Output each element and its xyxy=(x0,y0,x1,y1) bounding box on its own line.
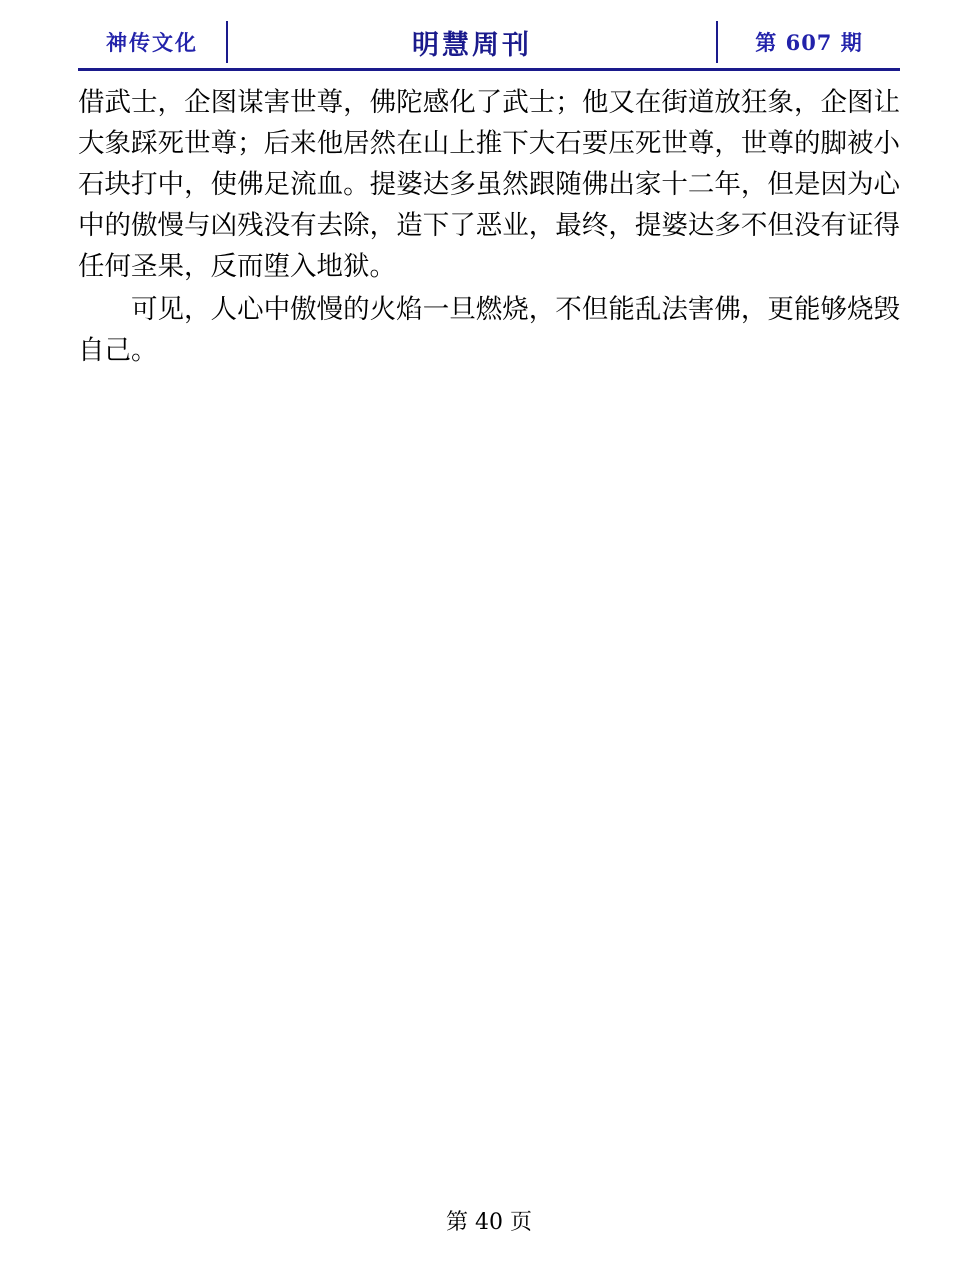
publication-title: 明慧周刊 xyxy=(412,29,532,61)
header-rule xyxy=(78,68,900,71)
page-number: 第 40 页 xyxy=(446,1210,532,1235)
body-paragraph: 可见，人心中傲慢的火焰一旦燃烧，不但能乱法害佛，更能够烧毁自己。 xyxy=(78,294,900,366)
page-header xyxy=(78,18,900,66)
issue-number: 第 607 期 xyxy=(755,30,863,55)
header-section-label: 神传文化 xyxy=(106,30,198,55)
body-paragraph: 借武士，企图谋害世尊，佛陀感化了武士；他又在街道放狂象，企图让大象踩死世尊；后来他居然在山上推下大石要压死世尊，世尊的脚被小石块打中，使佛足流血。提婆达多虽然跟随佛出家十二年，但是因为心中的傲慢与凶残没有去除，造下了恶业，最终，提婆达多不但没有证得任何圣果，反而堕入地狱。 xyxy=(78,87,900,282)
page-content xyxy=(78,82,900,371)
